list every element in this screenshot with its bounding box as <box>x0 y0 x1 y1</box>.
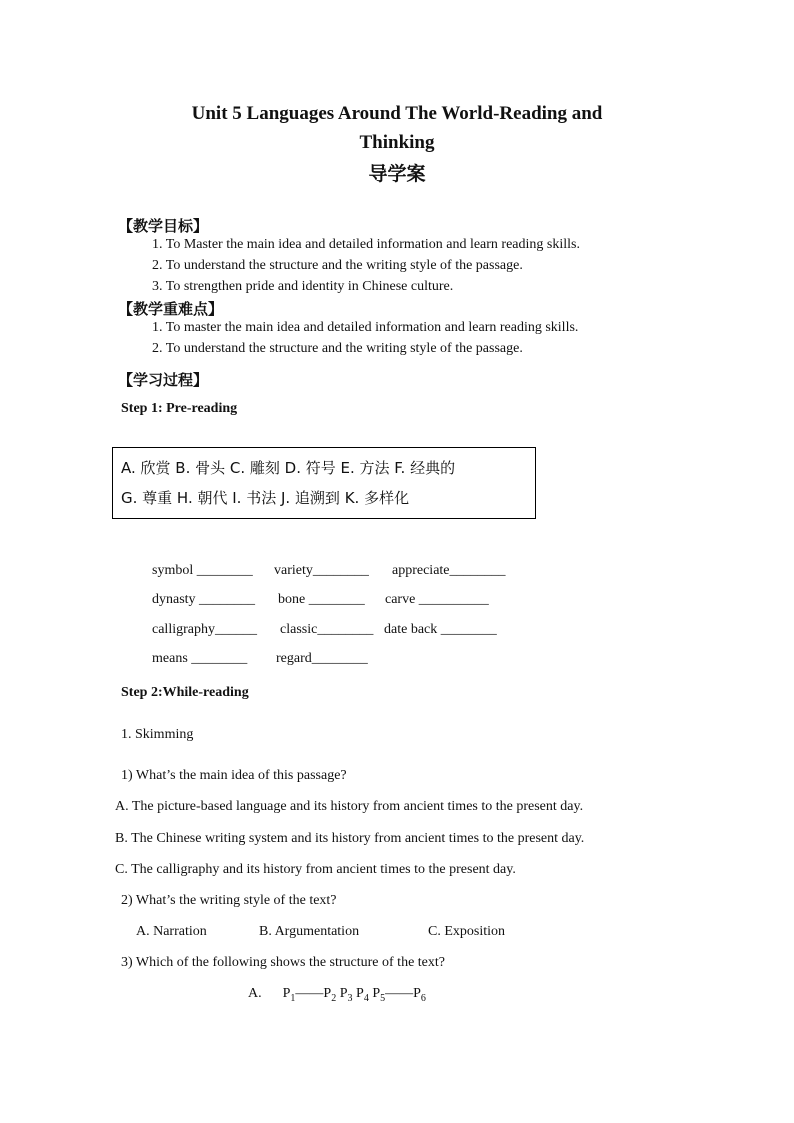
objective-item: 1. To Master the main idea and detailed information and learn reading skills. <box>152 237 580 252</box>
word-box-line-1: A. 欣赏 B. 骨头 C. 雕刻 D. 符号 E. 方法 F. 经典的 <box>121 459 456 477</box>
objective-item: 3. To strengthen pride and identity in Chinese culture. <box>152 279 454 294</box>
skimming-heading: 1. Skimming <box>121 727 194 742</box>
key-point-item: 1. To master the main idea and detailed information and learn reading skills. <box>152 320 579 335</box>
q3-option-a-label: A. <box>248 986 262 1001</box>
p5: $P_5$ <box>372 986 386 1004</box>
p2: $P_2$ <box>323 986 337 1004</box>
question-3: 3) Which of the following shows the structure of the text? <box>121 955 445 970</box>
vocab-means: means ________ <box>152 651 248 666</box>
title-line-2: Thinking <box>359 132 435 153</box>
vocab-variety: variety________ <box>274 563 369 578</box>
q3-option-a <box>248 986 426 1004</box>
q2-option-a: A. Narration <box>136 924 207 939</box>
objectives-heading: 【教学目标】 <box>118 217 209 235</box>
key-points-heading: 【教学重难点】 <box>118 300 224 318</box>
p3: $P_3$ <box>339 986 353 1004</box>
vocab-carve: carve __________ <box>385 592 489 607</box>
question-1: 1) What’s the main idea of this passage? <box>121 768 347 783</box>
vocab-date-back: date back ________ <box>384 622 497 637</box>
objective-item: 2. To understand the structure and the writing style of the passage. <box>152 258 523 273</box>
q1-option-c: C. The calligraphy and its history from ancient times to the present day. <box>115 862 516 877</box>
q1-option-b: B. The Chinese writing system and its history from ancient times to the present day. <box>115 831 585 846</box>
step-1-heading: Step 1: Pre-reading <box>121 401 238 416</box>
p4: $P_4$ <box>356 986 369 1004</box>
vocab-regard: regard________ <box>276 651 368 666</box>
vocab-classic: classic________ <box>280 622 374 637</box>
vocab-appreciate: appreciate________ <box>392 563 506 578</box>
vocab-calligraphy: calligraphy______ <box>152 622 257 637</box>
vocab-bone: bone ________ <box>278 592 365 607</box>
dash-separator: —— <box>295 986 324 1001</box>
vocab-symbol: symbol ________ <box>152 563 253 578</box>
question-2: 2) What’s the writing style of the text? <box>121 893 337 908</box>
word-box <box>112 447 536 519</box>
q1-option-a: A. The picture-based language and its history from ancient times to the present day. <box>115 799 584 814</box>
vocab-dynasty: dynasty ________ <box>152 592 256 607</box>
title-line-1: Unit 5 Languages Around The World-Reading and <box>191 103 603 124</box>
word-box-line-2: G. 尊重 H. 朝代 I. 书法 J. 追溯到 K. 多样化 <box>121 489 410 507</box>
dash-separator: —— <box>385 986 414 1001</box>
q2-option-b: B. Argumentation <box>259 924 360 939</box>
process-heading: 【学习过程】 <box>118 371 209 389</box>
step-2-heading: Step 2:While-reading <box>121 685 249 700</box>
q2-option-c: C. Exposition <box>428 924 506 939</box>
title-chinese: 导学案 <box>368 163 426 185</box>
key-point-item: 2. To understand the structure and the writing style of the passage. <box>152 341 523 356</box>
p6: $P_6$ <box>413 986 426 1004</box>
p1: $P_1$ <box>282 986 296 1004</box>
